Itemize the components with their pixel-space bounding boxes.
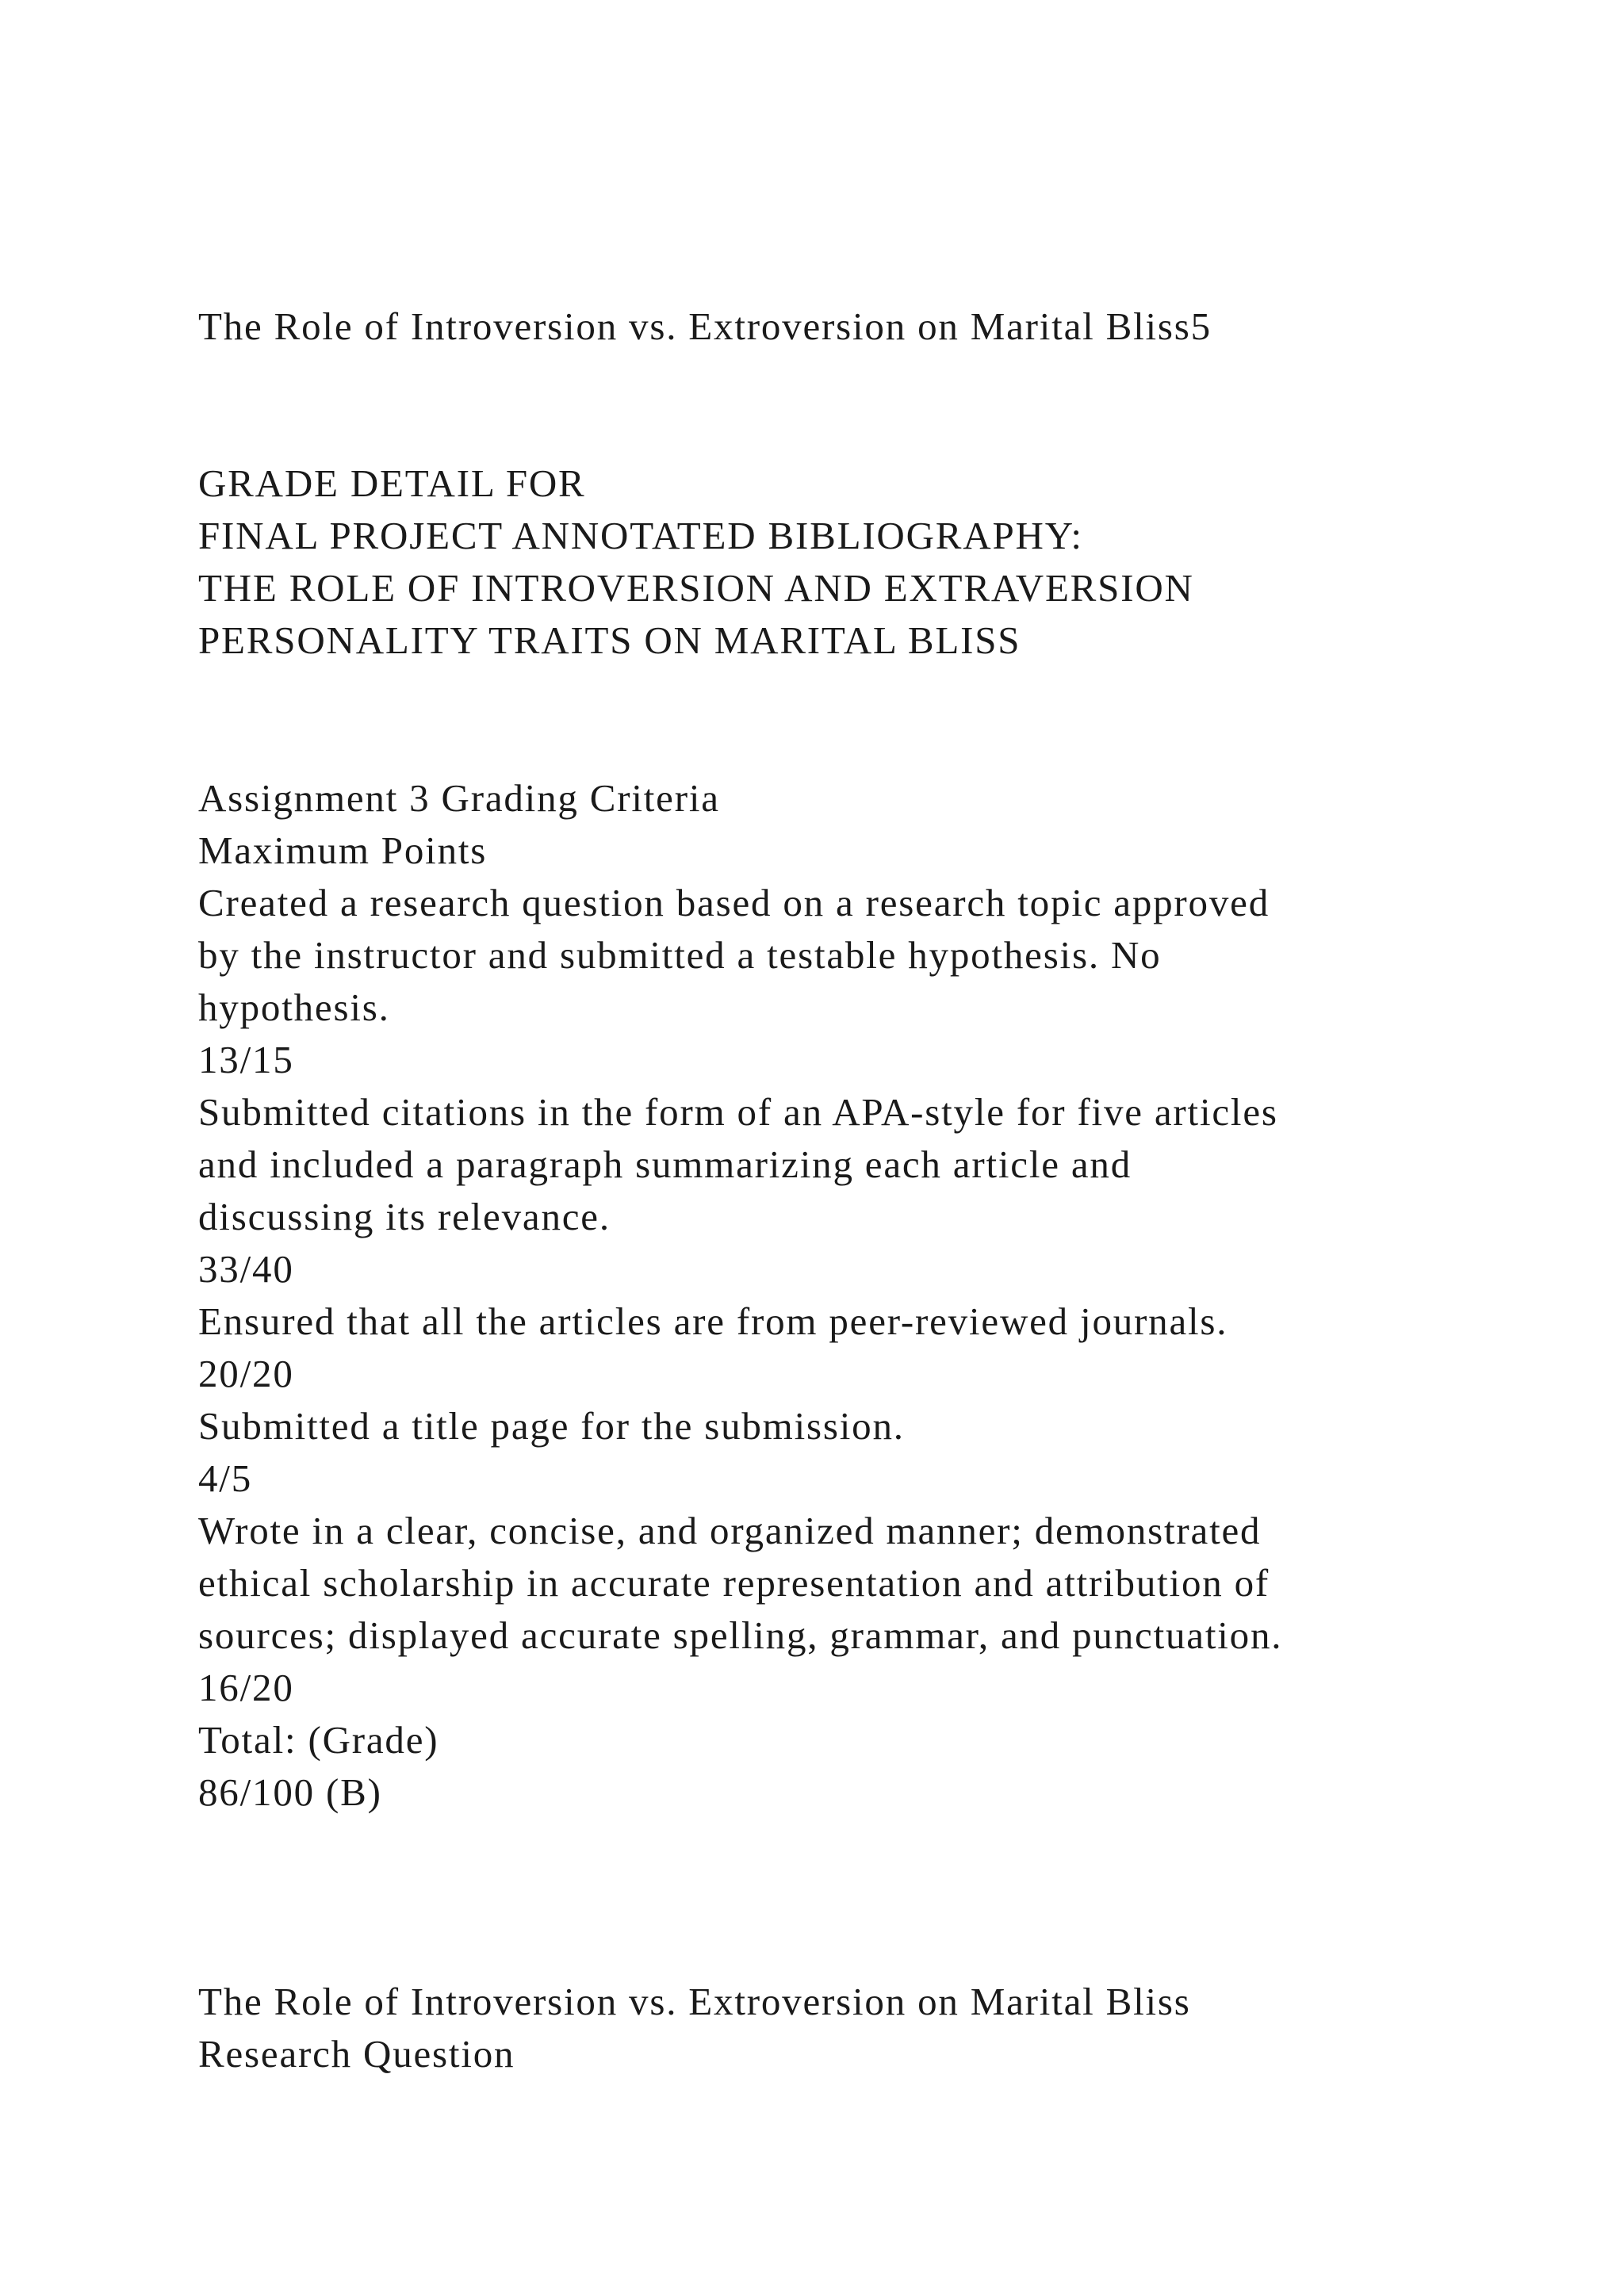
running-head: The Role of Introversion vs. Extroversion on Marital Bliss5 [198,304,1212,348]
criterion-4-score: 4/5 [198,1456,253,1500]
criterion-2-line-3: discussing its relevance. [198,1195,611,1238]
criterion-2-score: 33/40 [198,1247,294,1291]
points-header: Maximum Points [198,828,488,872]
criterion-5-line-1: Wrote in a clear, concise, and organized manner; demonstrated [198,1509,1262,1552]
section-heading: Research Question [198,2032,515,2076]
criterion-5-line-2: ethical scholarship in accurate representation and attribution of [198,1561,1270,1605]
grade-detail-heading-line-3: THE ROLE OF INTROVERSION AND EXTRAVERSION [198,566,1194,610]
grade-detail-heading-line-4: PERSONALITY TRAITS ON MARITAL BLISS [198,618,1021,662]
criterion-2-line-1: Submitted citations in the form of an APA-style for five articles [198,1090,1278,1134]
criteria-header: Assignment 3 Grading Criteria [198,776,720,820]
criterion-4-line-1: Submitted a title page for the submission. [198,1404,905,1448]
criterion-1-score: 13/15 [198,1038,294,1081]
paper-title: The Role of Introversion vs. Extroversion on Marital Bliss [198,1980,1191,2023]
criterion-1-line-2: by the instructor and submitted a testable hypothesis. No [198,933,1162,977]
total-value: 86/100 (B) [198,1770,382,1814]
criterion-3-score: 20/20 [198,1352,294,1395]
criterion-3-line-1: Ensured that all the articles are from peer-reviewed journals. [198,1299,1228,1343]
grade-detail-heading-line-1: GRADE DETAIL FOR [198,461,586,505]
criterion-5-score: 16/20 [198,1666,294,1709]
criterion-5-line-3: sources; displayed accurate spelling, grammar, and punctuation. [198,1613,1283,1657]
criterion-1-line-1: Created a research question based on a research topic approved [198,881,1270,924]
criterion-1-line-3: hypothesis. [198,985,390,1029]
total-label: Total: (Grade) [198,1718,439,1762]
grade-detail-heading-line-2: FINAL PROJECT ANNOTATED BIBLIOGRAPHY: [198,514,1083,557]
criterion-2-line-2: and included a paragraph summarizing each article and [198,1142,1132,1186]
